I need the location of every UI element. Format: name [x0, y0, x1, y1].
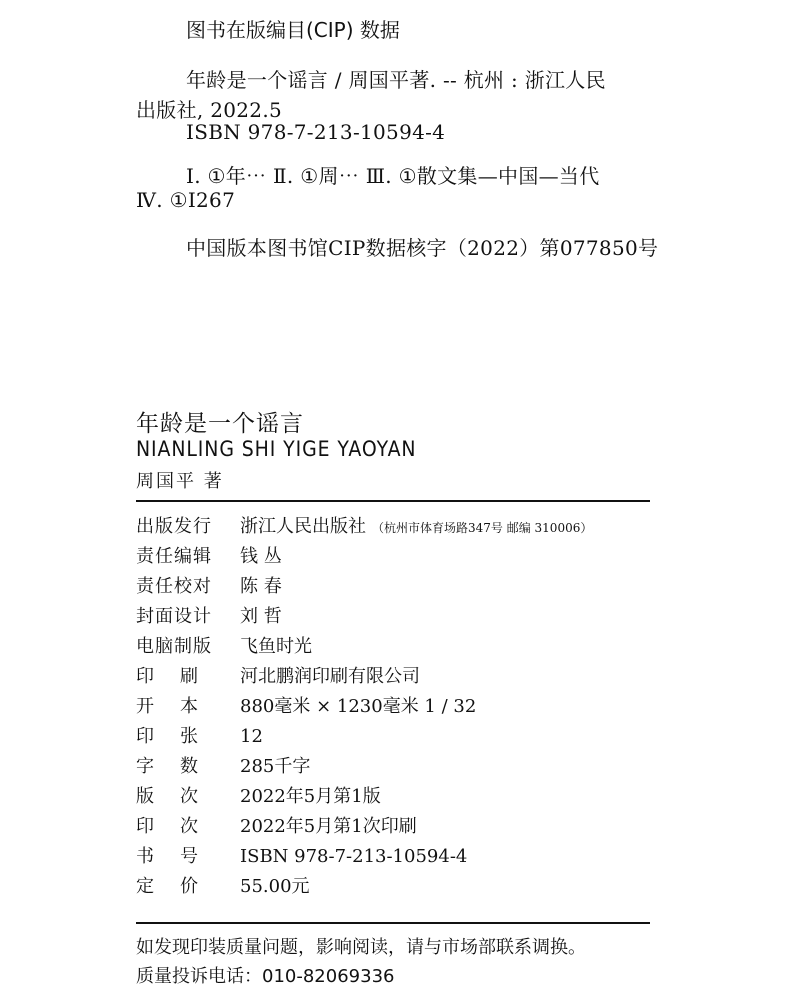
pub-value: 2022年5月第1版 [240, 786, 381, 807]
book-title: 年龄是一个谣言 [136, 411, 304, 437]
cip-classification-line-1: Ⅰ. ①年⋯ Ⅱ. ①周⋯ Ⅲ. ①散文集—中国—当代 [186, 164, 600, 188]
cip-heading: 图书在版编目(CIP) 数据 [186, 18, 400, 42]
book-author: 周国平 著 [136, 471, 224, 492]
pub-label: 电脑制版 [136, 636, 212, 657]
pub-label: 责任校对 [136, 576, 212, 597]
book-title-pinyin: NIANLING SHI YIGE YAOYAN [136, 437, 417, 461]
bottom-divider [136, 922, 650, 924]
pub-label: 印张 [136, 726, 224, 747]
pub-value: 12 [240, 726, 263, 747]
pub-row-editor [136, 542, 646, 572]
pub-row-edition [136, 782, 646, 812]
cip-isbn: ISBN 978-7-213-10594-4 [186, 120, 446, 144]
pub-value: 刘 哲 [240, 606, 282, 627]
pub-label: 开本 [136, 696, 224, 717]
publisher-address-note: （杭州市体育场路347号 邮编 310006） [372, 521, 593, 535]
top-divider [136, 500, 650, 502]
pub-label: 责任编辑 [136, 546, 212, 567]
pub-row-printer [136, 662, 646, 692]
pub-value: 河北鹏润印刷有限公司 [240, 666, 420, 687]
complaint-phone: 质量投诉电话：010-82069336 [136, 966, 395, 987]
pub-label: 字数 [136, 756, 224, 777]
pub-value: 880毫米 × 1230毫米 1 / 32 [240, 696, 477, 717]
pub-value: 钱 丛 [240, 546, 282, 567]
pub-value: 陈 春 [240, 576, 282, 597]
pub-row-proofreader [136, 572, 646, 602]
pub-row-price [136, 872, 646, 902]
pub-label: 印次 [136, 816, 224, 837]
cip-bibliographic-line-1: 年龄是一个谣言 / 周国平著. -- 杭州 : 浙江人民 [186, 68, 606, 92]
pub-row-typesetting [136, 632, 646, 662]
cip-classification-line-2: Ⅳ. ①I267 [136, 188, 236, 212]
pub-label: 印刷 [136, 666, 224, 687]
pub-value: 飞鱼时光 [240, 636, 312, 657]
cip-record-number: 中国版本图书馆CIP数据核字（2022）第077850号 [186, 236, 659, 260]
cip-bibliographic-line-2: 出版社, 2022.5 [136, 98, 282, 122]
pub-label: 定价 [136, 876, 224, 897]
pub-row-impression [136, 812, 646, 842]
pub-label: 封面设计 [136, 606, 212, 627]
publication-details [136, 512, 646, 902]
pub-value: 2022年5月第1次印刷 [240, 816, 417, 837]
pub-row-cover-design [136, 602, 646, 632]
pub-label: 版次 [136, 786, 224, 807]
pub-label: 书号 [136, 846, 224, 867]
pub-value: 浙江人民出版社 [240, 516, 366, 537]
pub-row-format [136, 692, 646, 722]
pub-value: ISBN 978-7-213-10594-4 [240, 846, 468, 867]
pub-row-printed-sheets [136, 722, 646, 752]
pub-row-isbn [136, 842, 646, 872]
pub-value: 285千字 [240, 756, 311, 777]
pub-row-word-count [136, 752, 646, 782]
pub-label: 出版发行 [136, 516, 212, 537]
pub-row-publisher [136, 512, 646, 542]
quality-notice: 如发现印装质量问题，影响阅读，请与市场部联系调换。 [136, 937, 586, 958]
pub-value: 55.00元 [240, 876, 310, 897]
